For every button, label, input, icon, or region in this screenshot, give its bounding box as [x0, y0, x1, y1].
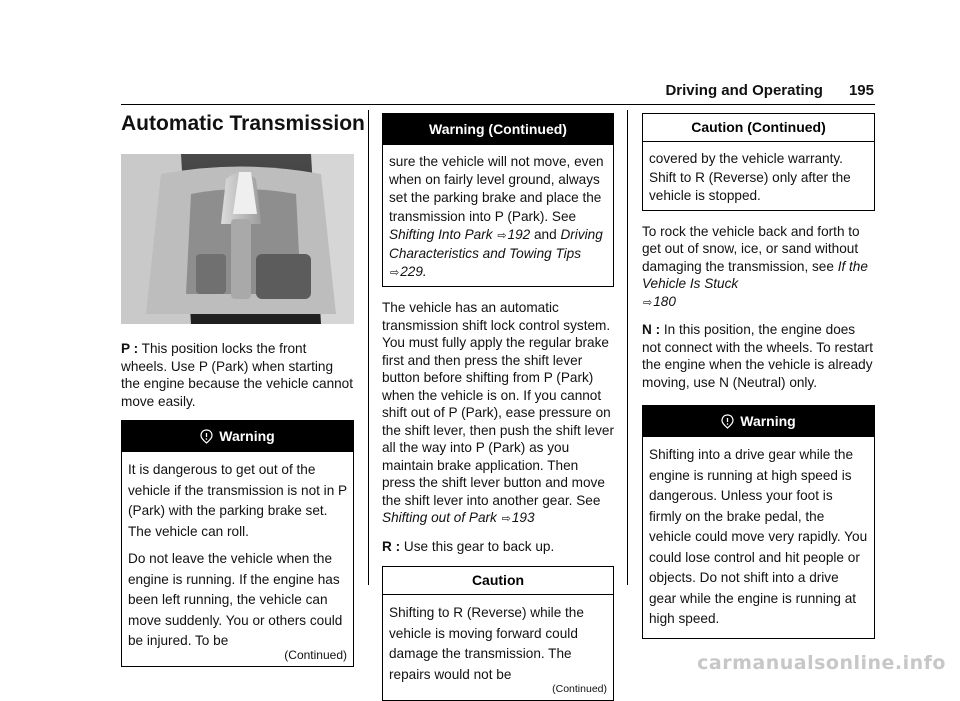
- page-ref-arrow: ⇨: [390, 267, 400, 280]
- column-3: [642, 103, 875, 639]
- section-title: Driving and Operating: [665, 82, 823, 99]
- warning-title: Warning: [219, 428, 275, 444]
- caution-text: Shifting to R (Reverse) while the vehicle is moving forward could damage the transmission. The repairs would not be: [389, 605, 584, 682]
- rock-vehicle-paragraph: To rock the vehicle back and forth to get out of snow, ice, or sand without damaging the transmission, see If the Vehicle Is Stuck ⇨180: [642, 223, 868, 309]
- park-paragraph: [121, 340, 354, 410]
- warning-continued-box: [382, 113, 614, 287]
- page-ref-arrow: ⇨: [501, 513, 511, 526]
- warning-text: Shifting into a drive gear while the engine is running at high speed is dangerous. Unless your foot is firmly on the brake pedal, the vehicle could move very rapidly. You could lose control and hit people or objects. Do not shift into a drive gear while the engine is running at high speed.: [649, 447, 868, 626]
- page-ref-arrow: ⇨: [643, 296, 653, 309]
- warning-header: [643, 406, 874, 437]
- neutral-text: In this position, the engine does not connect with the wheels. To restart the engine when the vehicle is already moving, use N (Neutral) only.: [642, 322, 873, 390]
- shift-lock-paragraph: The vehicle has an automatic transmission shift lock control system. You must fully apply the regular brake first and then press the shift lever button before shifting from P (Park) when the vehicle is on. If you cannot shift out of P (Park), ease pressure on the shift lever, then push the shift lever all the way into P (Park) as you maintain brake application. Then press the shift lever button and move the shift lever into another gear. See Shifting out of Park ⇨193: [382, 300, 614, 526]
- column-1: [121, 340, 354, 667]
- reverse-text: Use this gear to back up.: [403, 538, 555, 554]
- ref-shifting-into-park[interactable]: Shifting Into Park: [389, 226, 493, 242]
- ref-page[interactable]: 193: [511, 510, 535, 526]
- column-divider: [368, 110, 369, 585]
- reverse-label: R :: [382, 538, 401, 554]
- watermark: carmanualsonline.info: [697, 652, 946, 674]
- continued-note: (Continued): [552, 683, 607, 696]
- reverse-paragraph: [382, 538, 614, 556]
- warning-header: [122, 421, 353, 452]
- warning-body: [643, 437, 874, 638]
- warning-continued-text: sure the vehicle will not move, even when on fairly level ground, always set the parking brake and place the transmission into P (Park). See Shifting Into Park ⇨192 and Driving Characteristics and Towing Tips ⇨229.: [389, 154, 604, 280]
- warning-body: [122, 452, 353, 666]
- ref-vehicle-stuck[interactable]: If the Vehicle Is Stuck: [642, 258, 868, 291]
- caution-continued-body: [643, 142, 874, 210]
- warning-box-1: [121, 420, 354, 667]
- caution-continued-header: Caution (Continued): [643, 114, 874, 142]
- park-label: P :: [121, 341, 139, 356]
- ref-page[interactable]: 229: [400, 264, 423, 280]
- warning-icon: [200, 424, 213, 455]
- ref-page[interactable]: 192: [507, 226, 531, 242]
- running-header: [0, 82, 874, 99]
- warning-continued-header: Warning (Continued): [383, 114, 613, 145]
- warning-title: Warning: [740, 413, 796, 429]
- ref-page[interactable]: 180: [653, 293, 676, 309]
- warning-p2: Do not leave the vehicle when the engine is running. If the engine has been left running, the vehicle can move suddenly. You or others could be injured. To be: [128, 551, 343, 648]
- column-divider: [627, 110, 628, 585]
- ref-shifting-out-of-park[interactable]: Shifting out of Park: [382, 510, 497, 526]
- warning-p1: It is dangerous to get out of the vehicle if the transmission is not in P (Park) with the parking brake set. The vehicle can roll.: [128, 462, 347, 539]
- warning-continued-body: [383, 145, 613, 286]
- warning-icon: [721, 409, 734, 440]
- park-text: This position locks the front wheels. Use P (Park) when starting the engine because the vehicle cannot move easily.: [121, 341, 354, 409]
- shifter-photo: [121, 154, 354, 324]
- column-2: [382, 103, 614, 701]
- neutral-paragraph: [642, 321, 875, 391]
- page-ref-arrow: ⇨: [497, 229, 507, 242]
- warning-box-2: [642, 405, 875, 639]
- neutral-label: N :: [642, 322, 661, 337]
- shifter-illustration: [121, 154, 354, 324]
- caution-header: Caution: [383, 567, 613, 595]
- page-number: 195: [848, 82, 874, 99]
- caution-body: [383, 595, 613, 700]
- ref-driving-characteristics[interactable]: Driving Characteristics and Towing Tips: [389, 226, 603, 262]
- caution-box: [382, 566, 614, 701]
- continued-note: (Continued): [284, 647, 347, 662]
- caution-continued-text: covered by the vehicle warranty. Shift to R (Reverse) only after the vehicle is stopped.: [649, 151, 851, 203]
- caution-continued-box: [642, 113, 875, 211]
- page-title: Automatic Transmission: [121, 112, 365, 135]
